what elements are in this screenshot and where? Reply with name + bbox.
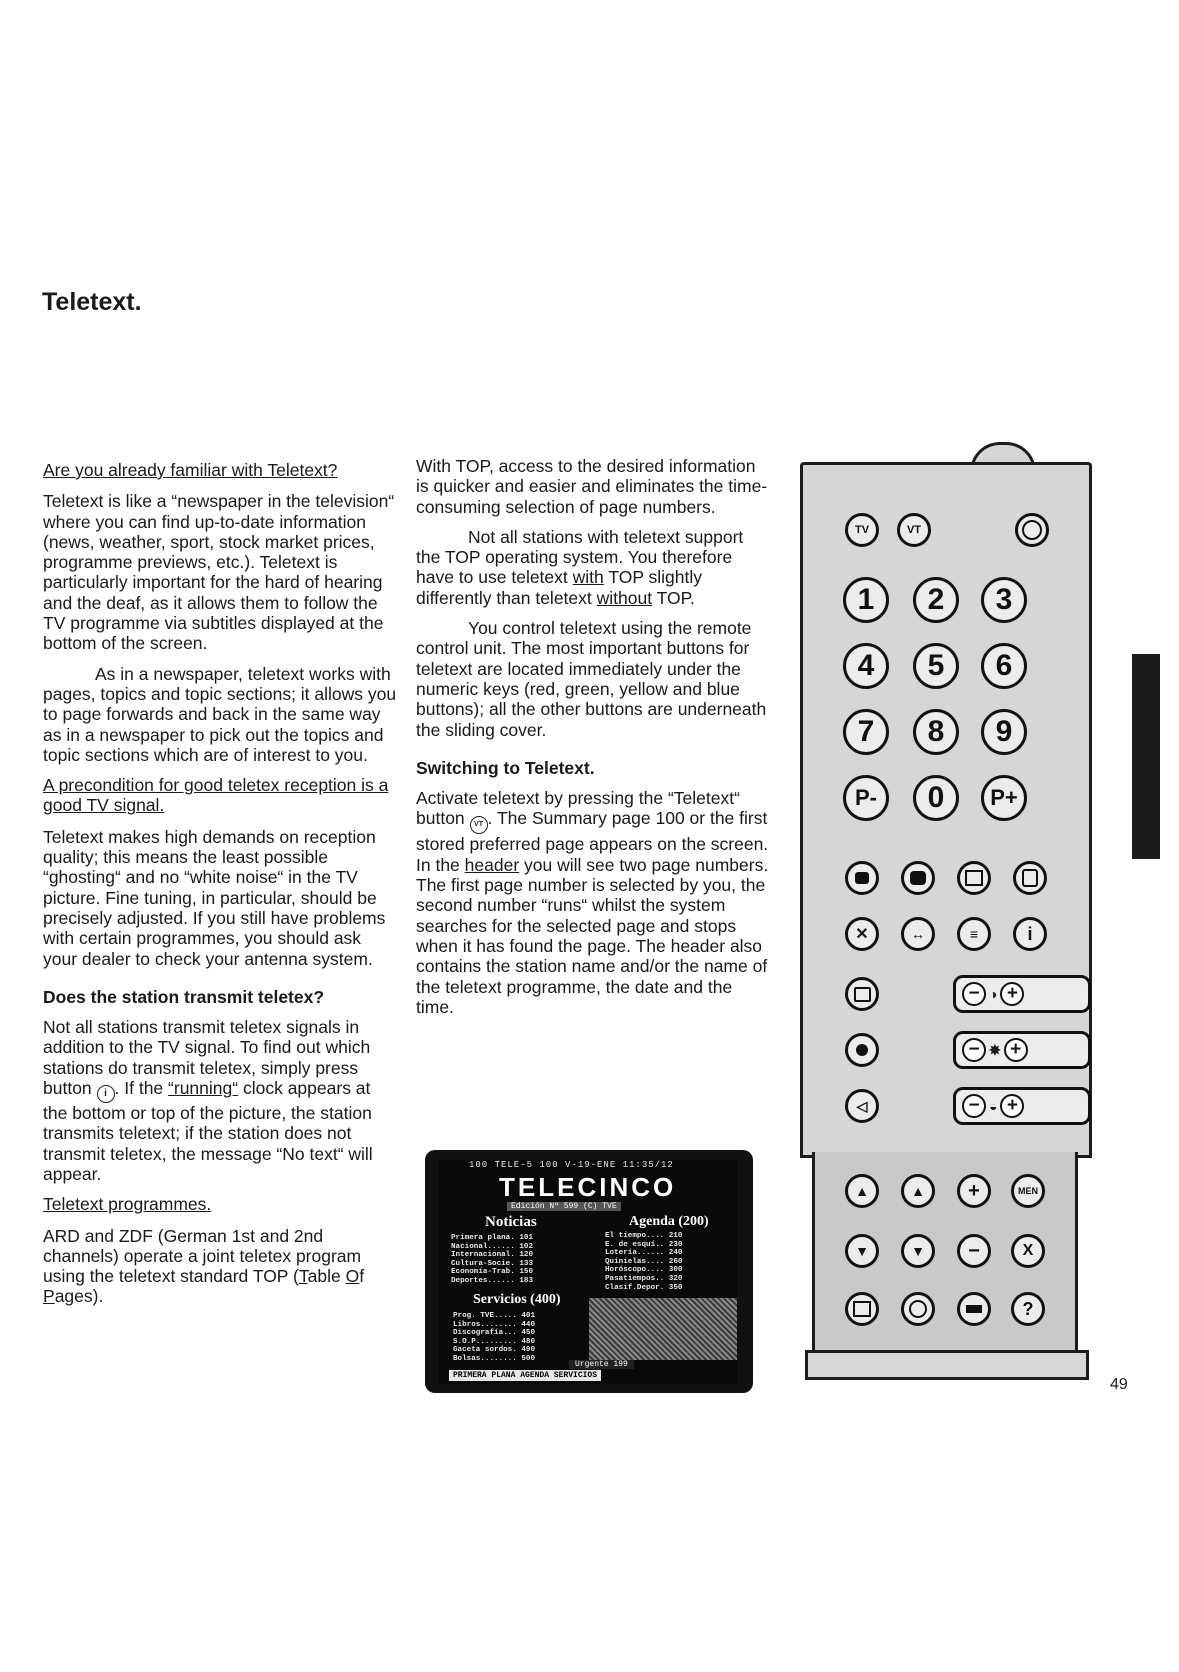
close-button: X: [1011, 1234, 1045, 1268]
teletext-logo: TELECINCO: [499, 1172, 677, 1202]
text-fragment: f: [359, 1266, 365, 1287]
teletext-dither-area: [589, 1298, 737, 1360]
triangle-down-icon: ▼: [855, 1243, 869, 1259]
color-rocker: [953, 1031, 1091, 1069]
digit-3-button: 3: [981, 577, 1027, 623]
paragraph-ard: [43, 1226, 398, 1307]
red-teletext-button: [845, 861, 879, 895]
tv-button: TV: [845, 513, 879, 547]
teletext-agenda-list: El tiempo.... 210 E. de esquí.. 230 Lotería...... 240 Quinielas.... 260 Horóscopo.... 300 Pasatiempos.. 320 Clasif.Depor. 350: [605, 1232, 683, 1292]
digit-8-button: 8: [913, 709, 959, 755]
clock-button: [957, 1292, 991, 1326]
speaker-icon: ◁: [856, 1097, 868, 1114]
middle-column: [416, 456, 771, 1027]
text-fragment: Not all stations with teletext support the TOP operating system. You therefore have to use teletext: [416, 526, 744, 588]
chapter-marker-bar: [1132, 654, 1160, 859]
swap-icon: ↔: [911, 926, 925, 942]
plus-button: +: [957, 1174, 991, 1208]
brightness-icon: ◑: [989, 986, 998, 1002]
text-fragment: . If the: [114, 1078, 164, 1099]
digit-5-button: 5: [913, 643, 959, 689]
section-heading-familiar: Are you already familiar with Teletext?: [43, 460, 338, 480]
digit-6-button: 6: [981, 643, 1027, 689]
page-icon: [1022, 869, 1038, 887]
index-icon: [853, 1301, 871, 1317]
left-column: [43, 460, 398, 1317]
section-heading-switching: Switching to Teletext.: [416, 757, 595, 778]
info-button: i: [1013, 917, 1047, 951]
text-fragment: ages).: [54, 1286, 104, 1307]
contrast-plus: +: [1000, 1094, 1024, 1118]
text-fragment: ARD and ZDF (German 1st and 2nd channels) operate a joint teletex program using the teletext standard TOP: [43, 1225, 362, 1287]
screen-icon: [855, 872, 869, 884]
section-heading-station: Does the station transmit teletex?: [43, 986, 325, 1007]
teletext-edition: Edición Nº 599 (C) TVE: [507, 1202, 621, 1211]
teletext-agenda: Agenda (200): [629, 1214, 709, 1229]
remote-control-illustration: [800, 462, 1088, 1378]
teletext-display: [439, 1160, 737, 1384]
standby-icon: [1022, 520, 1042, 540]
text-button: [957, 917, 991, 951]
blue-teletext-button: [1013, 861, 1047, 895]
letter-O: O: [345, 1266, 360, 1287]
sound-mode-button: [845, 1033, 879, 1067]
program-plus-button: P+: [981, 775, 1027, 821]
running-underlined: “running“: [168, 1078, 239, 1099]
remote-lower-body: [812, 1152, 1078, 1353]
clock-icon: [966, 1305, 982, 1313]
text-fragment: able: [307, 1266, 346, 1287]
text-fragment: Not all stations transmit teletex signals in addition to the TV signal. To find out which stations do transmit teletex, simply press button: [43, 1017, 371, 1099]
text-fragment: clock appears at the bottom or top of the picture, the station transmits teletext; if the station does not transmit teletex, the message “No text“ will appear.: [43, 1078, 373, 1184]
teletext-servicios: Servicios (400): [473, 1292, 561, 1307]
vt-button: VT: [897, 513, 931, 547]
text-icon: ≡: [969, 926, 979, 942]
mute-button: [845, 917, 879, 951]
teletext-footer: PRIMERA PLANA AGENDA SERVICIOS: [449, 1370, 601, 1381]
teletext-screen-image: [425, 1150, 753, 1393]
section-heading-precondition: A precondition for good teletex reception is a good TV signal.: [43, 775, 389, 816]
help-button: ?: [1011, 1292, 1045, 1326]
mute-icon: ✕: [855, 926, 869, 943]
text-fragment: TOP slightly differently than teletext: [416, 567, 703, 608]
yellow-teletext-button: [957, 861, 991, 895]
up-alt-button: [901, 1174, 935, 1208]
up-button: [845, 1174, 879, 1208]
triangle-up-icon: ▲: [911, 1183, 925, 1199]
list-icon: [909, 1300, 927, 1318]
color-icon: ✸: [989, 1041, 1001, 1058]
down-alt-button: [901, 1234, 935, 1268]
green-teletext-button: [901, 861, 935, 895]
down-button: [845, 1234, 879, 1268]
brightness-minus: −: [962, 982, 986, 1006]
info-button-icon: i: [97, 1085, 115, 1103]
with-underlined: with: [572, 567, 604, 588]
picture-icon: [854, 987, 871, 1002]
letter-T: T: [298, 1266, 308, 1287]
swap-button: [901, 917, 935, 951]
digit-4-button: 4: [843, 643, 889, 689]
contrast-icon: ◒: [989, 1098, 998, 1114]
standby-button: [1015, 513, 1049, 547]
picture-button: [845, 977, 879, 1011]
page-number: 49: [1110, 1376, 1128, 1393]
remote-upper-body: [800, 462, 1092, 1158]
remote-base: [805, 1350, 1089, 1380]
section-heading-programmes: Teletext programmes.: [43, 1194, 212, 1215]
contrast-rocker: [953, 1087, 1091, 1125]
letter-P: P: [43, 1286, 55, 1307]
digit-0-button: 0: [913, 775, 959, 821]
triangle-down-icon: ▼: [911, 1243, 925, 1259]
picture-icon: [965, 870, 983, 886]
program-minus-button: P-: [843, 775, 889, 821]
menu-button: MEN: [1011, 1174, 1045, 1208]
index-button: [845, 1292, 879, 1326]
paragraph-newspaper: Teletext is like a “newspaper in the television“ where you can find up-to-date information (news, weather, sport, stock market prices, programme previews, etc.). Teletext is particularly important for the hard of hearing and the deaf, as it allows them to follow the TV programme via subtitles displayed at the bottom of the screen.: [43, 491, 395, 654]
color-minus: −: [962, 1038, 986, 1062]
paragraph-station: [43, 1017, 398, 1184]
text-fragment: you will see two page numbers. The first page number is selected by you, the second number “runs“ whilst the system searches for the selected page and stops when it has found the page. The header also contains the station name and/or the name of the teletext programme, the date and the time.: [416, 854, 769, 1017]
teletext-urgente: Urgente 199: [569, 1360, 634, 1369]
digit-7-button: 7: [843, 709, 889, 755]
paragraph-remote: You control teletext using the remote control unit. The most important buttons for teletext are located immediately under the numeric keys (red, green, yellow and blue buttons); all the other buttons are underneath the sliding cover.: [416, 618, 767, 740]
triangle-up-icon: ▲: [855, 1183, 869, 1199]
digit-2-button: 2: [913, 577, 959, 623]
without-underlined: without: [596, 587, 653, 608]
digit-1-button: 1: [843, 577, 889, 623]
teletext-servicios-list: Prog. TVE..... 401 Libros........ 440 Discografía... 450 S.O.P......... 480 Gaceta sordos. 490 Bolsas........ 500: [453, 1312, 536, 1363]
paragraph-pages: As in a newspaper, teletext works with pages, topics and topic sections; it allows you to page forwards and back in the same way as in a newspaper to pick out the topics and topic sections which are of interest to you.: [43, 663, 397, 765]
digit-9-button: 9: [981, 709, 1027, 755]
brightness-plus: +: [1000, 982, 1024, 1006]
text-fragment: TOP.: [656, 587, 695, 608]
sound-mode-icon: [856, 1044, 868, 1056]
teletext-noticias-list: Primera plana. 101 Nacional...... 102 Internacional. 120 Cultura-Socie. 133 Economía-Trab. 150 Deportes...... 183: [451, 1234, 534, 1285]
text-fragment: (: [293, 1266, 299, 1287]
teletext-button-icon: VT: [470, 816, 488, 834]
teletext-header: 100 TELE-5 100 V-19-ENE 11:35/12: [469, 1160, 674, 1170]
header-underlined: header: [464, 854, 520, 875]
paragraph-activate: [416, 788, 771, 1017]
paragraph-top: With TOP, access to the desired information is quicker and easier and eliminates the time-consuming selection of page numbers.: [416, 456, 768, 517]
text-fragment: Activate teletext by pressing the “Teletext“ button: [416, 788, 740, 829]
screen-icon: [910, 871, 926, 885]
teletext-noticias: Noticias: [485, 1214, 537, 1230]
paragraph-stations-top: [416, 527, 771, 608]
contrast-minus: −: [962, 1094, 986, 1118]
page-title: Teletext.: [42, 288, 142, 316]
minus-button: −: [957, 1234, 991, 1268]
text-fragment: . The Summary page 100 or the first stored preferred page appears on the screen. In the: [416, 808, 769, 875]
color-plus: +: [1004, 1038, 1028, 1062]
list-button: [901, 1292, 935, 1326]
volume-button: [845, 1089, 879, 1123]
paragraph-reception: Teletext makes high demands on reception quality; this means the least possible “ghosting“ and no “white noise“ in the TV picture. Fine tuning, in particular, should be precisely adjusted. If you still have problems with certain programmes, you should ask your dealer to check your antenna system.: [43, 826, 386, 969]
brightness-rocker: [953, 975, 1091, 1013]
